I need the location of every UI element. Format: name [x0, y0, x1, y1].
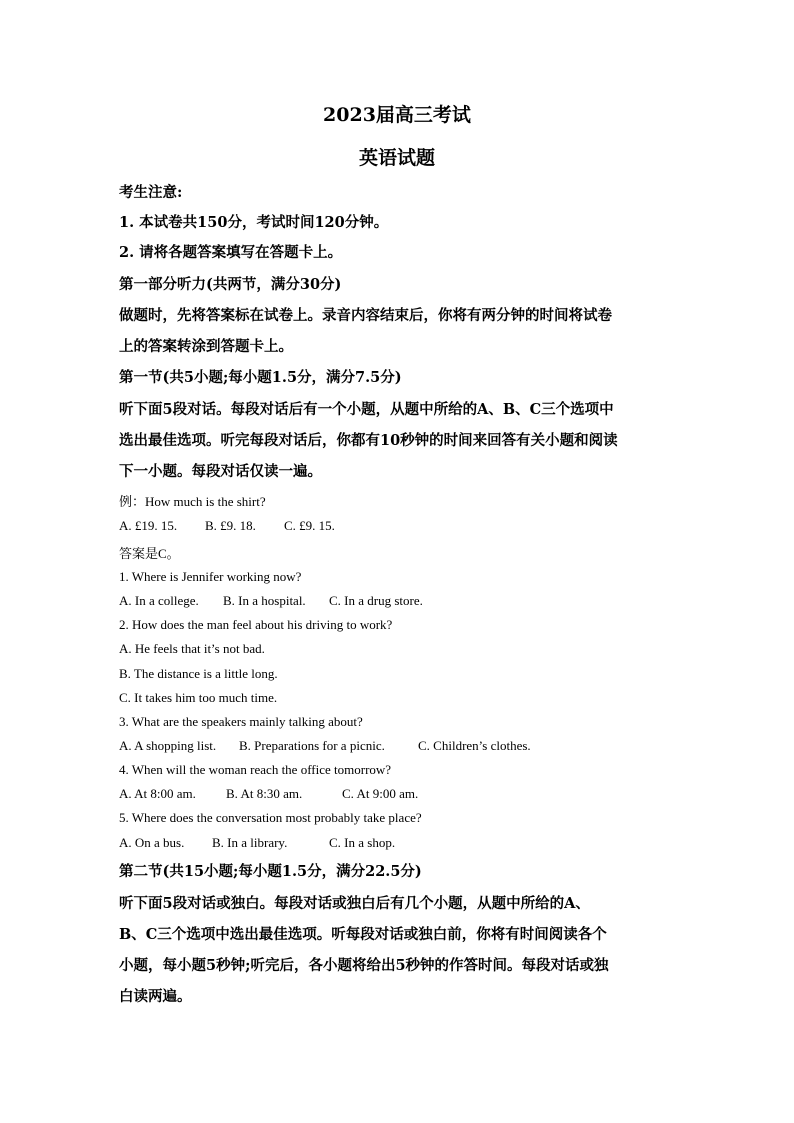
example-question: 例：How much is the shirt? [119, 494, 266, 509]
section1-instruction-line: 选出最佳选项。听完每段对话后，你都有10秒钟的时间来回答有关小题和阅读 [119, 432, 618, 449]
option-b: B. £9. 18. [205, 518, 256, 533]
option-c: C. In a shop. [329, 835, 396, 850]
note-item: 2. 请将各题答案填写在答题卡上。 [119, 244, 343, 261]
option-c: C. £9. 15. [284, 518, 335, 533]
section2-instruction-line: B、C三个选项中选出最佳选项。听每段对话或独白前，你将有时间阅读各个 [119, 926, 607, 943]
option-b: B. In a library. [212, 835, 288, 850]
option-a: A. A shopping list. [119, 738, 217, 753]
question-1: 1. Where is Jennifer working now? [119, 569, 302, 584]
question-3: 3. What are the speakers mainly talking about? [119, 714, 363, 729]
section1-instruction-line: 听下面5段对话。每段对话后有一个小题，从题中所给的A、B、C三个选项中 [119, 401, 614, 418]
option-a: A. On a bus. [119, 835, 185, 850]
section1-heading: 第一节(共5小题;每小题1.5分，满分7.5分) [119, 369, 402, 386]
option-b: B. In a hospital. [223, 593, 306, 608]
question-4-options [119, 786, 418, 802]
question-2-option-c: C. It takes him too much time. [119, 690, 278, 705]
section2-instruction-line: 小题，每小题5秒钟;听完后，各小题将给出5秒钟的作答时间。每段对话或独 [119, 957, 609, 974]
exam-subject: 英语试题 [358, 147, 435, 169]
section1-instruction-line: 下一小题。每段对话仅读一遍。 [119, 463, 322, 480]
question-4: 4. When will the woman reach the office tomorrow? [119, 762, 392, 777]
question-3-options [119, 738, 531, 754]
option-b: B. At 8:30 am. [226, 786, 303, 801]
question-2-option-a: A. He feels that it’s not bad. [119, 641, 265, 656]
part1-instruction-line: 上的答案转涂到答题卡上。 [119, 338, 293, 355]
question-5: 5. Where does the conversation most probably take place? [119, 810, 422, 825]
note-item: 1. 本试卷共150分，考试时间120分钟。 [119, 214, 389, 231]
section2-instruction-line: 白读两遍。 [119, 988, 192, 1005]
option-c: C. In a drug store. [329, 593, 423, 608]
option-c: C. Children’s clothes. [418, 738, 531, 753]
question-5-options [119, 835, 395, 851]
section2-heading: 第二节(共15小题;每小题1.5分，满分22.5分) [119, 863, 422, 880]
part1-instruction-line: 做题时，先将答案标在试卷上。录音内容结束后，你将有两分钟的时间将试卷 [119, 307, 612, 324]
section2-instruction-line: 听下面5段对话或独白。每段对话或独白后有几个小题，从题中所给的A、 [119, 895, 590, 912]
exam-title: 2023届高三考试 [323, 104, 471, 126]
question-1-options [119, 593, 423, 609]
option-a: A. In a college. [119, 593, 199, 608]
option-b: B. Preparations for a picnic. [239, 738, 385, 753]
part1-heading: 第一部分听力(共两节，满分30分) [119, 276, 342, 293]
example-options [119, 518, 335, 534]
example-answer: 答案是C。 [119, 546, 180, 561]
option-c: C. At 9:00 am. [342, 786, 419, 801]
question-2: 2. How does the man feel about his driving to work? [119, 617, 393, 632]
question-2-option-b: B. The distance is a little long. [119, 666, 278, 681]
option-a: A. At 8:00 am. [119, 786, 196, 801]
option-a: A. £19. 15. [119, 518, 178, 533]
notes-heading: 考生注意: [119, 184, 183, 201]
